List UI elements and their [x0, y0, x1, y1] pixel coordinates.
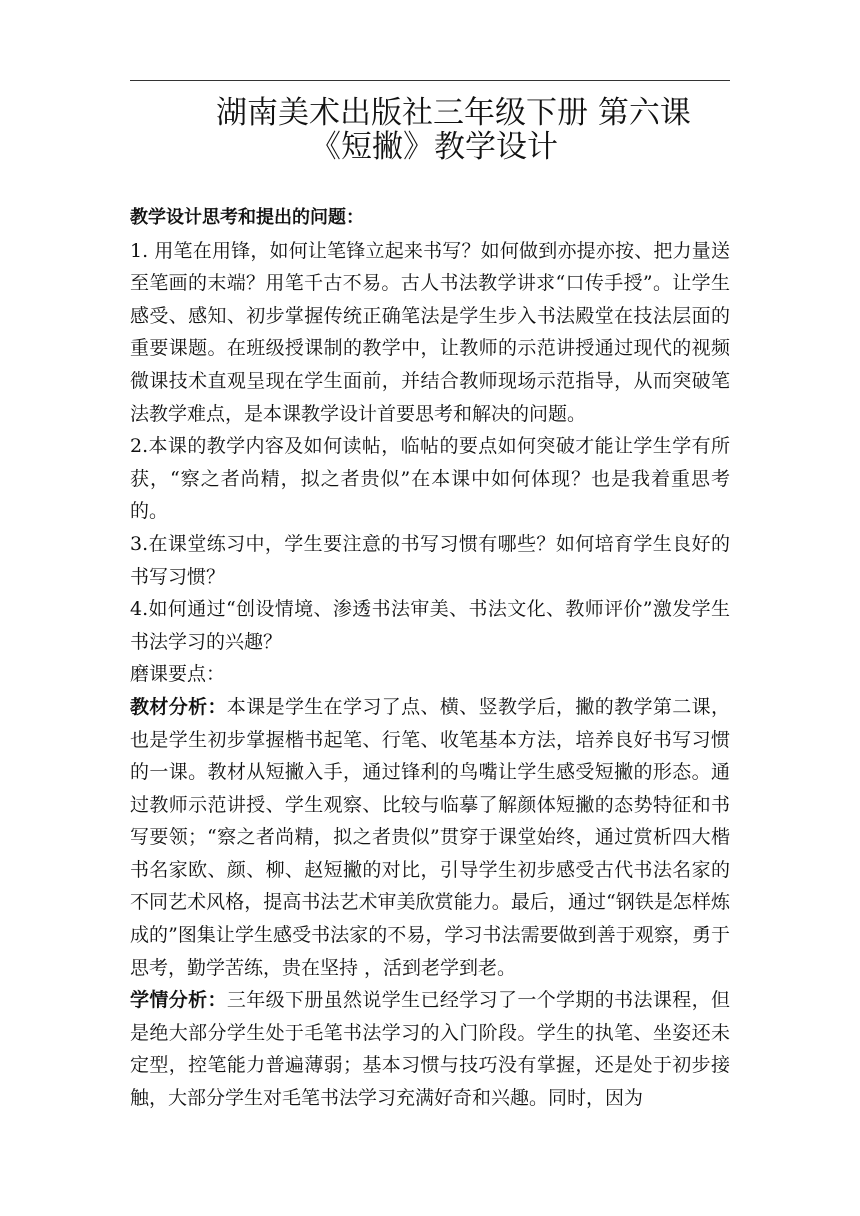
question-item-4: 4.如何通过“创设情境、渗透书法审美、书法文化、教师评价”激发学生书法学习的兴趣？	[130, 598, 730, 653]
document-title	[130, 96, 730, 164]
student-analysis	[130, 984, 730, 1114]
student-analysis-text: 三年级下册虽然说学生已经学习了一个学期的书法课程，但是绝大部分学生处于毛笔书法学习的入门阶段。学生的执笔、坐姿还未定型，控笔能力普遍薄弱；基本习惯与技巧没有掌握，还是处于初步接触，大部分学生对毛笔书法学习充满好奇和兴趣。同时，因为	[130, 989, 730, 1110]
textbook-analysis	[130, 691, 730, 984]
question-item-2: 2.本课的教学内容及如何读帖，临帖的要点如何突破才能让学生学有所获，“察之者尚精，拟之者贵似”在本课中如何体现？也是我着重思考的。	[130, 435, 730, 523]
textbook-analysis-label: 教材分析：	[130, 695, 227, 718]
key-points-label: 磨课要点：	[130, 663, 226, 686]
header-rule	[130, 80, 730, 81]
title-line-2: 《短撇》教学设计	[310, 129, 558, 165]
title-line-1: 湖南美术出版社三年级下册 第六课	[216, 95, 691, 131]
question-item-3: 3.在课堂练习中，学生要注意的书写习惯有哪些？如何培育学生良好的书写习惯？	[130, 532, 730, 588]
textbook-analysis-text: 本课是学生在学习了点、横、竖教学后，撇的教学第二课，也是学生初步掌握楷书起笔、行笔、收笔基本方法，培养良好书写习惯的一课。教材从短撇入手，通过锋利的鸟嘴让学生感受短撇的形态。通过教师示范讲授、学生观察、比较与临摹了解颜体短撇的态势特征和书写要领；“察之者尚精，拟之者贵似”贯穿于课堂始终，通过赏析四大楷书名家欧、颜、柳、赵短撇的对比，引导学生初步感受古代书法名家的不同艺术风格，提高书法艺术审美欣赏能力。最后，通过“钢铁是怎样炼成的”图集让学生感受书法家的不易，学习书法需要做到善于观察，勇于思考，勤学苦练，贵在坚持 ，活到老学到老。	[130, 695, 730, 979]
section-heading: 教学设计思考和提出的问题：	[130, 207, 364, 228]
student-analysis-label: 学情分析：	[130, 989, 227, 1012]
question-item-1: 1. 用笔在用锋，如何让笔锋立起来书写？如何做到亦提亦按、把力量送至笔画的末端？用笔千古不易。古人书法教学讲求“口传手授”。让学生感受、感知、初步掌握传统正确笔法是学生步入书法殿堂在技法层面的重要课题。在班级授课制的教学中，让教师的示范讲授通过现代的视频微课技术直观呈现在学生面前，并结合教师现场示范指导，从而突破笔法教学难点，是本课教学设计首要思考和解决的问题。	[130, 239, 730, 425]
document-body	[130, 202, 730, 1115]
